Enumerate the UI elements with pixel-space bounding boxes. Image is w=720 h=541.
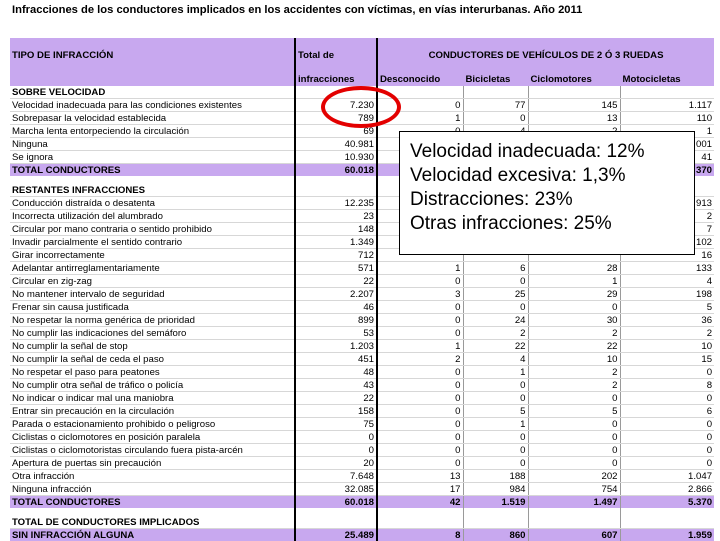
header-col-bicicletas: Bicicletas xyxy=(463,72,528,86)
value-cell: 0 xyxy=(528,444,620,457)
value-cell: 13 xyxy=(528,112,620,125)
value-cell xyxy=(377,508,463,516)
value-cell: 6 xyxy=(620,405,714,418)
value-cell: 754 xyxy=(528,483,620,496)
callout-line: Distracciones: 23% xyxy=(410,188,684,212)
total-cell: 7.648 xyxy=(295,470,377,483)
row-label xyxy=(10,508,295,516)
value-cell: 145 xyxy=(528,99,620,112)
value-cell: 0 xyxy=(528,301,620,314)
value-cell: 4 xyxy=(620,275,714,288)
value-cell: 0 xyxy=(620,431,714,444)
header-col-desconocido: Desconocido xyxy=(377,72,463,86)
value-cell: 110 xyxy=(620,112,714,125)
value-cell: 3 xyxy=(377,288,463,301)
value-cell xyxy=(528,86,620,99)
value-cell: 5 xyxy=(463,405,528,418)
header-tipo: TIPO DE INFRACCIÓN xyxy=(10,38,295,72)
total-cell: 712 xyxy=(295,249,377,262)
value-cell: 28 xyxy=(528,262,620,275)
value-cell: 202 xyxy=(528,470,620,483)
row-label: No cumplir la señal de stop xyxy=(10,340,295,353)
total-cell: 46 xyxy=(295,301,377,314)
row-label: SOBRE VELOCIDAD xyxy=(10,86,295,99)
value-cell: 0 xyxy=(377,99,463,112)
total-row xyxy=(10,496,714,509)
table-row xyxy=(10,379,714,392)
total-cell: 789 xyxy=(295,112,377,125)
value-cell: 133 xyxy=(620,262,714,275)
value-cell: 36 xyxy=(620,314,714,327)
report-title: Infracciones de los conductores implicados en los accidentes con víctimas, en vías interurbanas. Año 2011 xyxy=(12,4,582,16)
header-group: CONDUCTORES DE VEHÍCULOS DE 2 Ó 3 RUEDAS xyxy=(377,38,714,72)
value-cell: 1 xyxy=(377,112,463,125)
value-cell: 0 xyxy=(463,301,528,314)
value-cell: 984 xyxy=(463,483,528,496)
row-label: Conducción distraída o desatenta xyxy=(10,197,295,210)
total-cell: 0 xyxy=(295,444,377,457)
value-cell: 1 xyxy=(528,275,620,288)
row-label: Invadir parcialmente el sentido contrario xyxy=(10,236,295,249)
total-cell: 40.981 xyxy=(295,138,377,151)
total-cell: 2.207 xyxy=(295,288,377,301)
header-col-ciclomotores: Ciclomotores xyxy=(528,72,620,86)
value-cell: 1.117 xyxy=(620,99,714,112)
table-row xyxy=(10,366,714,379)
row-label: SIN INFRACCIÓN ALGUNA xyxy=(10,529,295,541)
total-cell: 48 xyxy=(295,366,377,379)
row-label: TOTAL CONDUCTORES xyxy=(10,164,295,177)
total-cell: 1.349 xyxy=(295,236,377,249)
value-cell: 2 xyxy=(528,327,620,340)
value-cell: 370 xyxy=(620,164,714,177)
value-cell: 198 xyxy=(620,288,714,301)
value-cell: 0 xyxy=(463,275,528,288)
value-cell: 30 xyxy=(528,314,620,327)
value-cell: 0 xyxy=(620,457,714,470)
total-cell: 22 xyxy=(295,275,377,288)
table-row xyxy=(10,444,714,457)
value-cell: 0 xyxy=(377,327,463,340)
value-cell: 13 xyxy=(377,470,463,483)
value-cell: 0 xyxy=(463,112,528,125)
value-cell: 0 xyxy=(377,275,463,288)
row-label: TOTAL DE CONDUCTORES IMPLICADOS xyxy=(10,516,295,529)
value-cell: 0 xyxy=(620,444,714,457)
table-row xyxy=(10,314,714,327)
row-label: No indicar o indicar mal una maniobra xyxy=(10,392,295,405)
value-cell: 001 xyxy=(620,138,714,151)
table-header-row xyxy=(10,38,714,72)
value-cell: 0 xyxy=(463,379,528,392)
value-cell: 22 xyxy=(463,340,528,353)
value-cell: 16 xyxy=(620,249,714,262)
header-col-motocicletas: Motocicletas xyxy=(620,72,714,86)
table-subheader-row xyxy=(10,72,714,86)
header-spacer xyxy=(10,72,295,86)
row-label: Marcha lenta entorpeciendo la circulación xyxy=(10,125,295,138)
total-cell: 0 xyxy=(295,431,377,444)
total-cell: 20 xyxy=(295,457,377,470)
value-cell: 0 xyxy=(377,405,463,418)
value-cell: 2 xyxy=(620,327,714,340)
row-label: Parada o estacionamiento prohibido o peligroso xyxy=(10,418,295,431)
table-row xyxy=(10,483,714,496)
total-cell xyxy=(295,184,377,197)
value-cell: 1 xyxy=(463,418,528,431)
value-cell: 7 xyxy=(620,223,714,236)
total-cell: 10.930 xyxy=(295,151,377,164)
row-label: No cumplir las indicaciones del semáforo xyxy=(10,327,295,340)
value-cell: 0 xyxy=(528,392,620,405)
table-row xyxy=(10,275,714,288)
row-label: Circular por mano contraria o sentido prohibido xyxy=(10,223,295,236)
table-row xyxy=(10,262,714,275)
table-row xyxy=(10,340,714,353)
table-row xyxy=(10,288,714,301)
value-cell: 0 xyxy=(528,418,620,431)
row-label: Girar incorrectamente xyxy=(10,249,295,262)
total-cell: 75 xyxy=(295,418,377,431)
value-cell: 0 xyxy=(377,418,463,431)
value-cell xyxy=(377,516,463,529)
value-cell: 0 xyxy=(463,457,528,470)
value-cell: 42 xyxy=(377,496,463,509)
value-cell: 1 xyxy=(377,262,463,275)
row-label: No cumplir otra señal de tráfico o policía xyxy=(10,379,295,392)
table-row xyxy=(10,457,714,470)
value-cell xyxy=(463,516,528,529)
row-label xyxy=(10,176,295,184)
row-label: Incorrecta utilización del alumbrado xyxy=(10,210,295,223)
value-cell: 5 xyxy=(620,301,714,314)
callout-line: Velocidad excesiva: 1,3% xyxy=(410,164,684,188)
row-label: Ciclistas o ciclomotores en posición paralela xyxy=(10,431,295,444)
value-cell: 22 xyxy=(528,340,620,353)
table-row xyxy=(10,301,714,314)
total-cell: 451 xyxy=(295,353,377,366)
table-row xyxy=(10,431,714,444)
header-total-line2: infracciones xyxy=(295,72,377,86)
row-label: Velocidad inadecuada para las condiciones existentes xyxy=(10,99,295,112)
value-cell xyxy=(528,516,620,529)
value-cell: 4 xyxy=(463,353,528,366)
value-cell: 10 xyxy=(620,340,714,353)
row-label: Frenar sin causa justificada xyxy=(10,301,295,314)
value-cell: 0 xyxy=(377,301,463,314)
table-row xyxy=(10,327,714,340)
value-cell: 1.497 xyxy=(528,496,620,509)
total-cell xyxy=(295,508,377,516)
row-label: No mantener intervalo de seguridad xyxy=(10,288,295,301)
row-label: No respetar la norma genérica de prioridad xyxy=(10,314,295,327)
row-label: Ninguna infracción xyxy=(10,483,295,496)
table-row xyxy=(10,392,714,405)
value-cell: 41 xyxy=(620,151,714,164)
value-cell: 24 xyxy=(463,314,528,327)
value-cell: 0 xyxy=(620,418,714,431)
row-label: TOTAL CONDUCTORES xyxy=(10,496,295,509)
value-cell: 25 xyxy=(463,288,528,301)
value-cell: 0 xyxy=(377,392,463,405)
value-cell: 0 xyxy=(528,431,620,444)
row-label: Sobrepasar la velocidad establecida xyxy=(10,112,295,125)
value-cell: 1 xyxy=(463,366,528,379)
spacer-row xyxy=(10,508,714,516)
table-row xyxy=(10,353,714,366)
value-cell: 1 xyxy=(620,125,714,138)
total-cell: 7.230 xyxy=(295,99,377,112)
total-cell: 25.489 xyxy=(295,529,377,541)
total-cell: 148 xyxy=(295,223,377,236)
value-cell: 1.047 xyxy=(620,470,714,483)
value-cell: 607 xyxy=(528,529,620,541)
table-row xyxy=(10,418,714,431)
value-cell: 913 xyxy=(620,197,714,210)
value-cell xyxy=(620,516,714,529)
value-cell: 0 xyxy=(377,457,463,470)
value-cell: 2 xyxy=(528,379,620,392)
value-cell: 2 xyxy=(377,353,463,366)
value-cell: 1.519 xyxy=(463,496,528,509)
value-cell: 77 xyxy=(463,99,528,112)
value-cell: 5 xyxy=(528,405,620,418)
value-cell: 1.959 xyxy=(620,529,714,541)
row-label: Ninguna xyxy=(10,138,295,151)
value-cell xyxy=(463,508,528,516)
total-cell: 23 xyxy=(295,210,377,223)
table-row xyxy=(10,405,714,418)
row-label: Adelantar antirreglamentariamente xyxy=(10,262,295,275)
value-cell: 0 xyxy=(377,444,463,457)
total-cell: 60.018 xyxy=(295,164,377,177)
total-cell: 53 xyxy=(295,327,377,340)
value-cell: 15 xyxy=(620,353,714,366)
footer-total-row xyxy=(10,529,714,541)
value-cell: 17 xyxy=(377,483,463,496)
value-cell: 2 xyxy=(528,366,620,379)
row-label: Circular en zig-zag xyxy=(10,275,295,288)
row-label: Otra infracción xyxy=(10,470,295,483)
value-cell: 0 xyxy=(377,314,463,327)
value-cell: 860 xyxy=(463,529,528,541)
value-cell: 10 xyxy=(528,353,620,366)
value-cell: 102 xyxy=(620,236,714,249)
value-cell: 0 xyxy=(463,392,528,405)
row-label: Ciclistas o ciclomotoristas circulando fuera pista-arcén xyxy=(10,444,295,457)
value-cell: 0 xyxy=(463,431,528,444)
value-cell: 2.866 xyxy=(620,483,714,496)
value-cell xyxy=(620,86,714,99)
value-cell: 8 xyxy=(620,379,714,392)
value-cell xyxy=(463,86,528,99)
total-cell: 158 xyxy=(295,405,377,418)
total-cell xyxy=(295,176,377,184)
total-cell: 69 xyxy=(295,125,377,138)
value-cell: 0 xyxy=(377,431,463,444)
value-cell: 0 xyxy=(463,444,528,457)
row-label: RESTANTES INFRACCIONES xyxy=(10,184,295,197)
total-cell: 12.235 xyxy=(295,197,377,210)
value-cell: 0 xyxy=(620,366,714,379)
total-cell xyxy=(295,516,377,529)
row-label: No cumplir la señal de ceda el paso xyxy=(10,353,295,366)
total-cell: 899 xyxy=(295,314,377,327)
footer-label-row xyxy=(10,516,714,529)
total-cell: 571 xyxy=(295,262,377,275)
total-cell: 1.203 xyxy=(295,340,377,353)
value-cell: 0 xyxy=(528,457,620,470)
value-cell: 2 xyxy=(463,327,528,340)
value-cell: 0 xyxy=(620,392,714,405)
highlight-circle xyxy=(321,86,401,128)
value-cell: 8 xyxy=(377,529,463,541)
total-cell: 22 xyxy=(295,392,377,405)
value-cell: 29 xyxy=(528,288,620,301)
value-cell xyxy=(620,508,714,516)
value-cell: 5.370 xyxy=(620,496,714,509)
callout-box xyxy=(399,131,695,255)
row-label: Entrar sin precaución en la circulación xyxy=(10,405,295,418)
table-row xyxy=(10,470,714,483)
total-cell: 60.018 xyxy=(295,496,377,509)
value-cell: 1 xyxy=(377,340,463,353)
total-cell: 32.085 xyxy=(295,483,377,496)
value-cell xyxy=(528,508,620,516)
callout-line: Otras infracciones: 25% xyxy=(410,212,684,236)
row-label: No respetar el paso para peatones xyxy=(10,366,295,379)
total-cell: 43 xyxy=(295,379,377,392)
value-cell: 2 xyxy=(620,210,714,223)
value-cell: 188 xyxy=(463,470,528,483)
row-label: Apertura de puertas sin precaución xyxy=(10,457,295,470)
callout-line: Velocidad inadecuada: 12% xyxy=(410,140,684,164)
value-cell: 0 xyxy=(377,366,463,379)
header-total: Total de xyxy=(295,38,377,72)
value-cell: 6 xyxy=(463,262,528,275)
row-label: Se ignora xyxy=(10,151,295,164)
value-cell: 0 xyxy=(377,379,463,392)
